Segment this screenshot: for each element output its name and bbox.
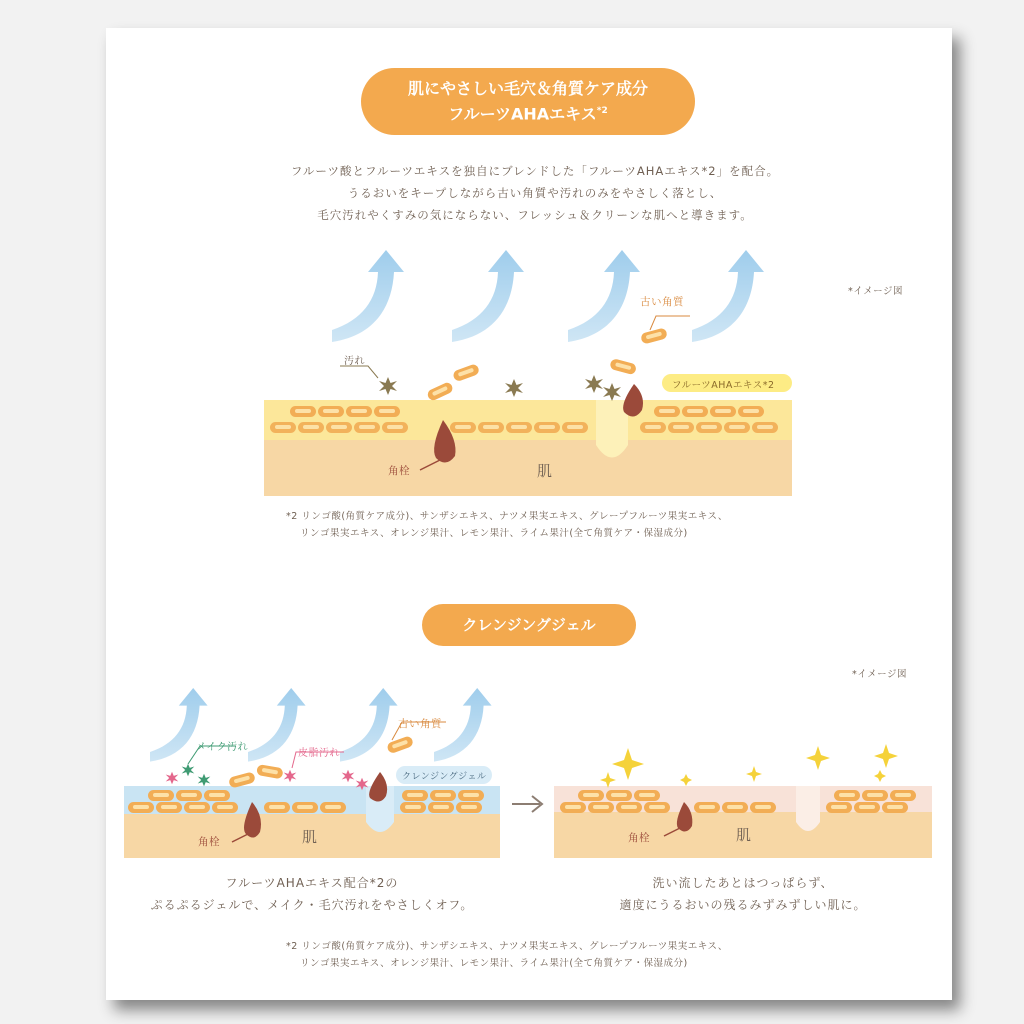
skin-layer <box>264 434 792 496</box>
caption-line: 洗い流したあとはつっぱらず、 <box>652 876 834 890</box>
plug-label-2: 角栓 <box>198 836 220 848</box>
caption-after <box>554 872 932 916</box>
skin-label: 肌 <box>537 462 553 480</box>
intro-line: 毛穴汚れやくすみの気にならない、フレッシュ＆クリーンな肌へと導きます。 <box>317 208 753 222</box>
footnote-line: *2 リンゴ酸(角質ケア成分)、サンザシエキス、ナツメ果実エキス、グレープフルーツ果実エキス、 <box>286 511 728 522</box>
up-arrows <box>332 250 764 342</box>
skin-after-label: 肌 <box>736 826 752 844</box>
makeup-dirt-label: メイク汚れ <box>196 742 249 753</box>
section1-title-line1: 肌にやさしい毛穴＆角質ケア成分 <box>407 79 648 98</box>
plug-after-label: 角栓 <box>628 832 650 844</box>
old-keratin-label-2: 古い角質 <box>398 718 442 730</box>
plug-lifted <box>623 384 643 417</box>
intro-line: うるおいをキープしながら古い角質や汚れのみをやさしく落とし、 <box>347 186 723 200</box>
intro-line: フルーツ酸とフルーツエキスを独自にブレンドした「フルーツAHAエキス*2」を配合。 <box>290 164 780 178</box>
skin-label-2: 肌 <box>302 828 318 846</box>
sebum-dirt-label: 皮脂汚れ <box>298 748 340 759</box>
caption-line: ぷるぷるジェルで、メイク・毛穴汚れをやさしくオフ。 <box>150 898 474 912</box>
caption-line: フルーツAHAエキス配合*2の <box>225 876 399 890</box>
cell-row <box>560 802 908 813</box>
old-keratin-label: 古い角質 <box>640 296 684 308</box>
footnote-line: リンゴ果実エキス、オレンジ果汁、レモン果汁、ライム果汁(全て角質ケア・保湿成分) <box>300 958 688 969</box>
section1-diagram <box>264 250 792 496</box>
gel-label: クレンジングジェル <box>402 772 487 782</box>
sparkles <box>600 744 898 788</box>
cell-row <box>270 422 778 433</box>
section2-image-note: *イメージ図 <box>852 669 907 680</box>
dirt-particles <box>379 375 621 401</box>
aha-extract-label: フルーツAHAエキス*2 <box>672 380 775 391</box>
transition-arrow <box>512 796 542 812</box>
dirt-label: 汚れ <box>344 356 365 367</box>
section2-footnote <box>286 938 728 972</box>
title-superscript: *2 <box>596 106 608 116</box>
section1-footnote <box>286 508 728 542</box>
section2-title-pill: クレンジングジェル <box>422 604 636 646</box>
section1-title-line2: フルーツAHAエキス$^{*2}$ <box>448 104 608 124</box>
keratin-layer <box>264 400 792 440</box>
caption-before <box>124 872 500 916</box>
section1-image-note: *イメージ図 <box>848 286 903 297</box>
footnote-line: リンゴ果実エキス、オレンジ果汁、レモン果汁、ライム果汁(全て角質ケア・保湿成分) <box>300 528 688 539</box>
footnote-line: *2 リンゴ酸(角質ケア成分)、サンザシエキス、ナツメ果実エキス、グレープフルーツ果実エキス、 <box>286 941 728 952</box>
caption-line: 適度にうるおいの残るみずみずしい肌に。 <box>619 898 867 912</box>
plug-label: 角栓 <box>388 465 410 477</box>
